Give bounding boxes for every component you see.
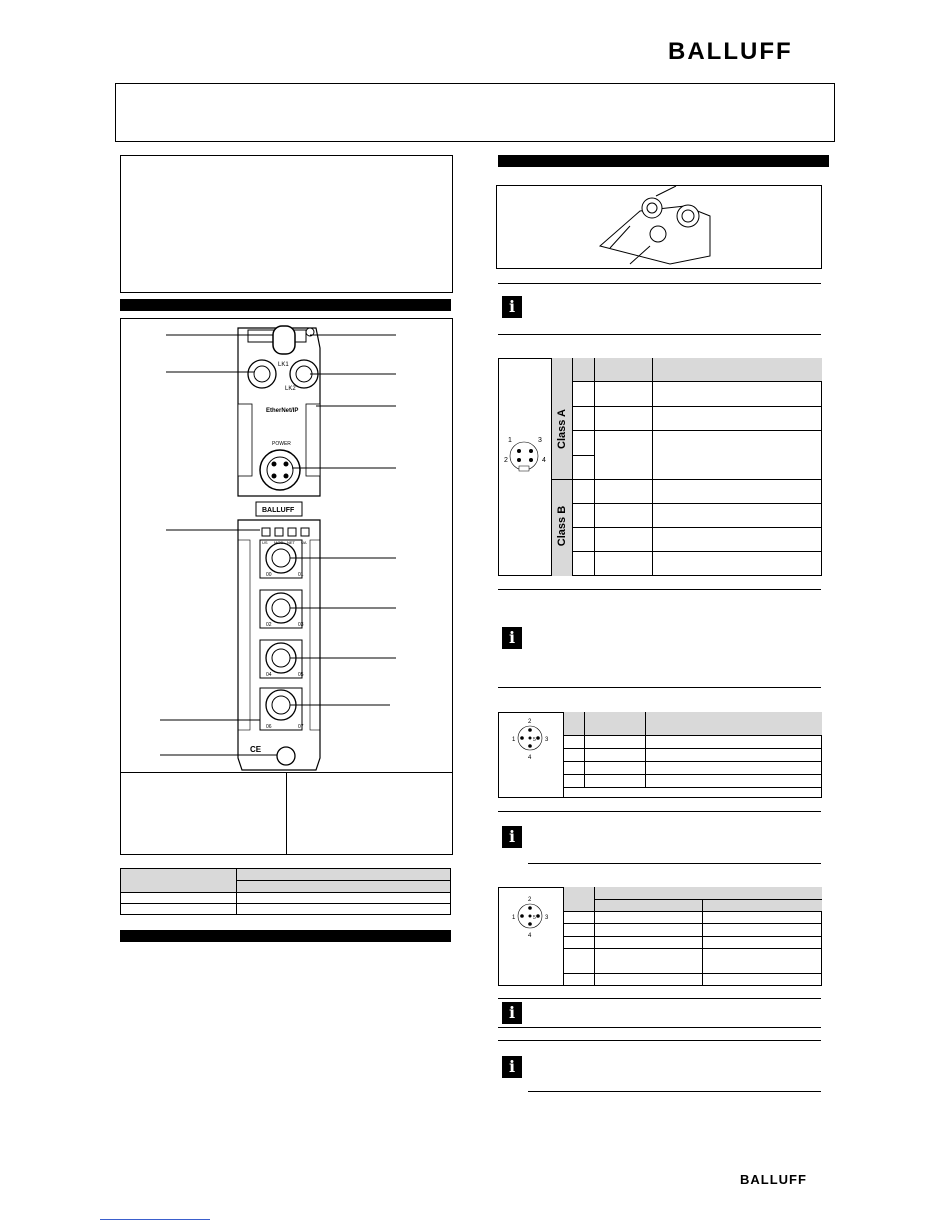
intro-box: [120, 155, 453, 293]
mounting-drawing: [590, 186, 730, 266]
port-label-01: 01: [298, 572, 304, 578]
section-bar-left-2: [120, 930, 451, 942]
svg-text:5: 5: [533, 915, 536, 921]
svg-text:4: 4: [528, 755, 532, 761]
device-brand-mark: BALLUFF: [262, 507, 295, 514]
port-label-lk2: LK2: [285, 386, 296, 392]
info-icon: i: [502, 296, 522, 318]
led-label-net: NET: [287, 540, 295, 545]
info-icon: i: [502, 1056, 522, 1078]
note-3-rule-bottom: [528, 863, 821, 864]
note-5-rule-top: [498, 1040, 821, 1041]
port-label-lk1: LK1: [278, 362, 289, 368]
footer-link-underline[interactable]: [100, 1219, 210, 1220]
section-bar-left-1: [120, 299, 451, 311]
svg-text:2: 2: [528, 897, 532, 903]
class-a-label: Class A: [556, 409, 568, 449]
power-label: POWER: [272, 441, 291, 447]
note-2-rule-top: [498, 589, 821, 590]
info-icon: i: [502, 826, 522, 848]
port-label-06: 06: [266, 724, 272, 730]
five-pin-connector-icon: [508, 716, 554, 762]
led-label-us: US: [262, 540, 268, 545]
port-label-04: 04: [266, 672, 272, 678]
info-icon: i: [502, 1002, 522, 1024]
note-1-rule-bottom-left: [498, 334, 528, 335]
note-4-rule-top: [498, 998, 821, 999]
footer-logo: BALLUFF: [740, 1172, 807, 1187]
title-frame: [115, 83, 835, 142]
port-label-03: 03: [298, 622, 304, 628]
port-label-07: 07: [298, 724, 304, 730]
note-2-rule-bottom: [498, 687, 821, 688]
svg-text:4: 4: [542, 457, 546, 464]
left-table: [120, 868, 451, 915]
svg-text:1: 1: [508, 437, 512, 444]
brand-logo: BALLUFF: [668, 38, 793, 65]
led-label-mod: MOD: [274, 540, 284, 545]
five-pin-connector-icon: [508, 894, 554, 940]
pin-table-header: [573, 358, 822, 382]
note-5-rule-bottom: [528, 1091, 821, 1092]
svg-text:5: 5: [533, 737, 536, 743]
svg-text:2: 2: [504, 457, 508, 464]
network-label: EtherNet/IP: [266, 408, 299, 414]
svg-text:2: 2: [528, 719, 532, 725]
svg-text:3: 3: [545, 737, 549, 743]
svg-text:1: 1: [512, 737, 516, 743]
svg-text:3: 3: [538, 437, 542, 444]
note-1-rule-top: [498, 283, 821, 284]
port-label-05: 05: [298, 672, 304, 678]
note-1-rule-bottom: [528, 334, 821, 335]
svg-text:3: 3: [545, 915, 549, 921]
figure-divider-vertical: [286, 772, 287, 855]
four-pin-connector-icon: [502, 432, 548, 476]
section-bar-right-1: [498, 155, 829, 167]
port-label-00: 00: [266, 572, 272, 578]
svg-text:1: 1: [512, 915, 516, 921]
svg-text:4: 4: [528, 933, 532, 939]
class-b-label: Class B: [556, 505, 568, 547]
info-icon: i: [502, 627, 522, 649]
device-drawing: [120, 318, 453, 772]
note-3-rule-top: [498, 811, 821, 812]
led-label-ua: UA: [301, 540, 307, 545]
note-4-rule-bottom: [498, 1027, 821, 1028]
port-label-02: 02: [266, 622, 272, 628]
svg-text:CE: CE: [250, 745, 262, 754]
